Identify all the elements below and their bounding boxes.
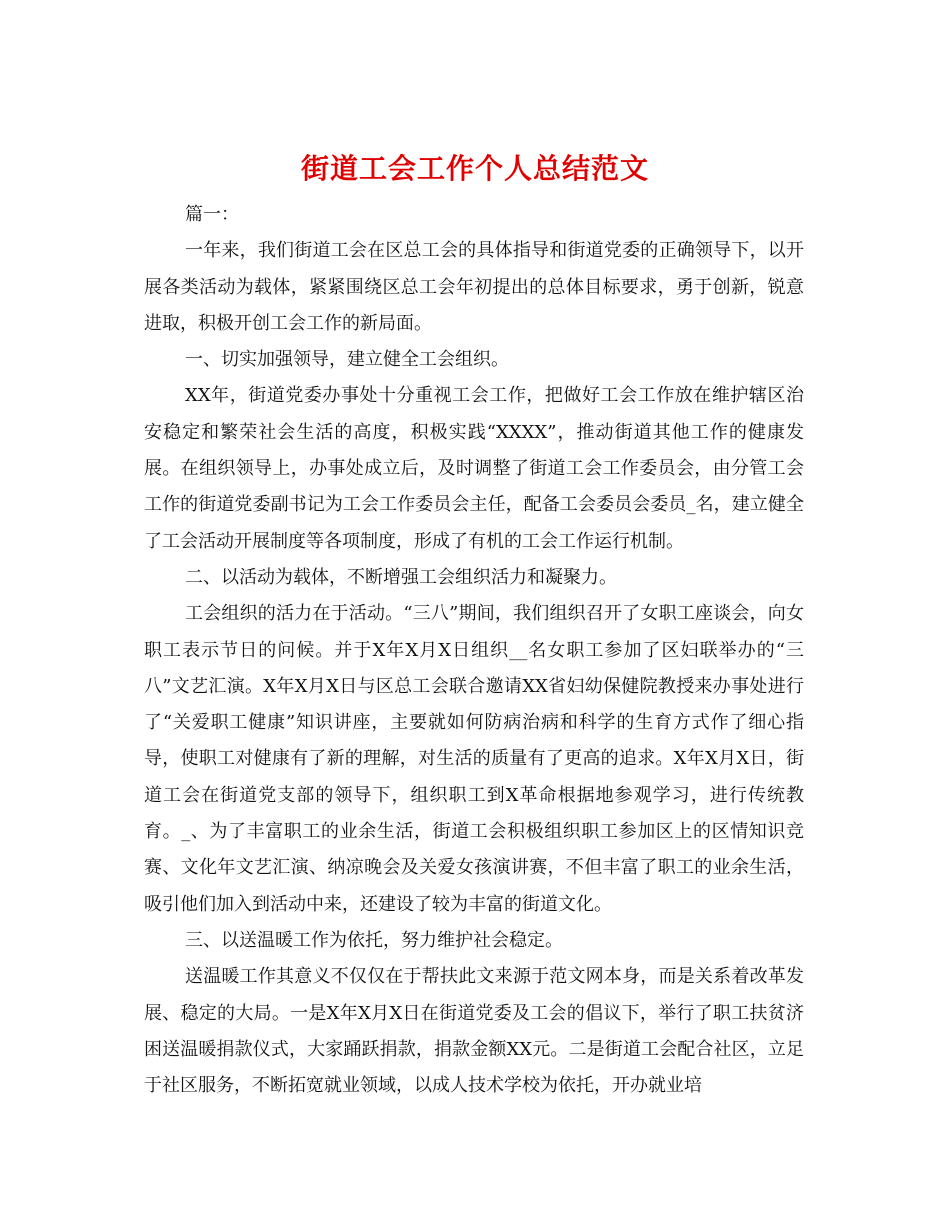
heading-section-2: 二、以活动为载体，不断增强工会组织活力和凝聚力。 bbox=[185, 566, 617, 588]
document-body bbox=[144, 197, 804, 1104]
document-title: 街道工会工作个人总结范文 bbox=[300, 151, 649, 185]
heading-section-1: 一、切实加强领导，建立健全工会组织。 bbox=[185, 349, 509, 371]
heading-section-3: 三、以送温暖工作为依托，努力维护社会稳定。 bbox=[185, 929, 563, 951]
paragraph-section-label: 篇一： bbox=[185, 204, 239, 225]
paragraph-section-1: XX年，街道党委办事处十分重视工会工作，把做好工会工作放在维护辖区治安稳定和繁荣社会生活的高度，积极实践“XXXX”，推动街道其他工作的健康发展。在组织领导上，办事处成立后，及时调整了街道工会工作委员会，由分管工会工作的街道党委副书记为工会工作委员会主任，配备工会委员会委员_名，建立健全了工会活动开展制度等各项制度，形成了有机的工会工作运行机制。 bbox=[144, 385, 804, 552]
paragraph-section-3: 送温暖工作其意义不仅仅在于帮扶此文来源于范文网本身，而是关系着改革发展、稳定的大局。一是X年X月X日在街道党委及工会的倡议下，举行了职工扶贫济困送温暖捐款仪式，大家踊跃捐款，捐款金额XX元。二是街道工会配合社区，立足于社区服务，不断拓宽就业领域，以成人技术学校为依托，开办就业培 bbox=[144, 966, 804, 1097]
paragraph-intro: 一年来，我们街道工会在区总工会的具体指导和街道党委的正确领导下，以开展各类活动为载体，紧紧围绕区总工会年初提出的总体目标要求，勇于创新，锐意进取，积极开创工会工作的新局面。 bbox=[144, 240, 804, 334]
paragraph-section-2: 工会组织的活力在于活动。“三八”期间，我们组织召开了女职工座谈会，向女职工表示节日的问候。并于X年X月X日组织__名女职工参加了区妇联举办的“三八”文艺汇演。X年X月X日与区总工会联合邀请XX省妇幼保健院教授来办事处进行了“关爱职工健康”知识讲座，主要就如何防病治病和科学的生育方式作了细心指导，使职工对健康有了新的理解，对生活的质量有了更高的追求。X年X月X日，街道工会在街道党支部的领导下，组织职工到X革命根据地参观学习，进行传统教育。_、为了丰富职工的业余生活，街道工会积极组织职工参加区上的区情知识竞赛、文化年文艺汇演、纳凉晚会及关爱女孩演讲赛，不但丰富了职工的业余生活，吸引他们加入到活动中来，还建设了较为丰富的街道文化。 bbox=[144, 603, 804, 915]
